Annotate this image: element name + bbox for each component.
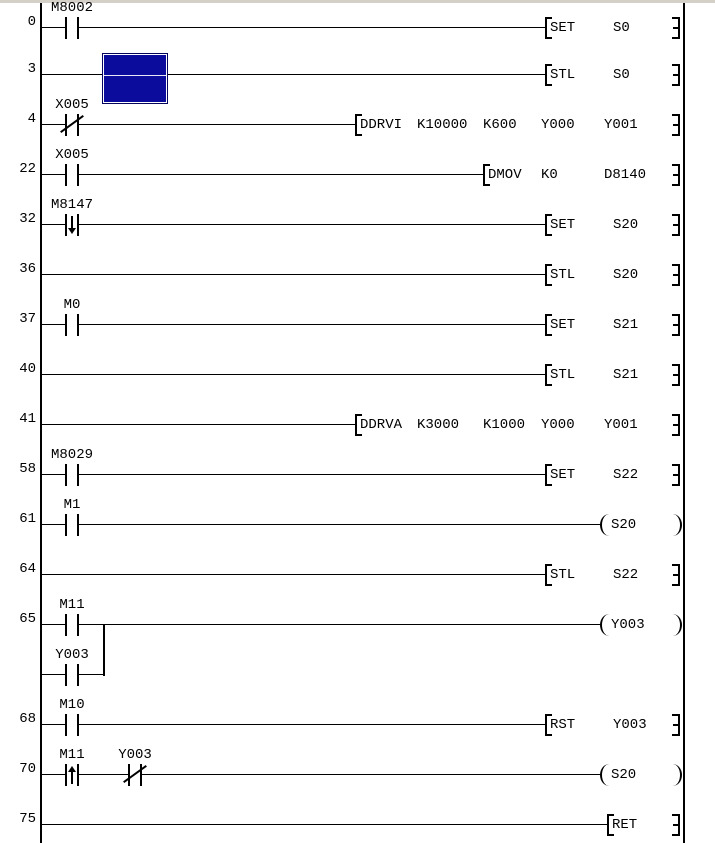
contact-bar	[77, 17, 79, 39]
rung-line	[42, 274, 547, 275]
instruction[interactable]	[545, 214, 684, 236]
close-bracket-icon	[672, 564, 681, 586]
step-number: 4	[27, 111, 36, 127]
top-border-strip	[0, 0, 715, 3]
close-bracket-icon	[672, 264, 681, 286]
coil[interactable]	[600, 764, 684, 786]
contact-bar	[65, 514, 67, 536]
instruction[interactable]	[545, 564, 684, 586]
instruction-mnemonic: SET	[550, 467, 576, 483]
instruction[interactable]	[545, 314, 684, 336]
contact-label: Y003	[55, 647, 89, 663]
coil-close-paren-icon	[670, 514, 682, 536]
instruction-mnemonic: RST	[550, 717, 576, 733]
contact-no[interactable]	[65, 514, 79, 536]
rung-line	[42, 224, 547, 225]
rung-line	[42, 824, 609, 825]
contact-label: M11	[59, 597, 85, 613]
contact-no[interactable]	[65, 164, 79, 186]
instruction-mnemonic: STL	[550, 267, 576, 283]
instruction[interactable]	[545, 464, 684, 486]
instruction-operand: Y000	[541, 117, 575, 133]
instruction[interactable]	[355, 414, 684, 436]
contact-label: X005	[55, 147, 89, 163]
contact-label: M11	[59, 747, 85, 763]
contact-no[interactable]	[65, 614, 79, 636]
step-number: 3	[27, 61, 36, 77]
coil-operand: S20	[611, 517, 637, 533]
contact-bar	[65, 17, 67, 39]
instruction-mnemonic: STL	[550, 567, 576, 583]
contact-label: X005	[55, 97, 89, 113]
coil-close-paren-icon	[670, 614, 682, 636]
coil[interactable]	[600, 614, 684, 636]
instruction-operand: D8140	[604, 167, 647, 183]
instruction-operand: K600	[483, 117, 517, 133]
coil-operand: Y003	[611, 617, 645, 633]
instruction-operand: K0	[541, 167, 558, 183]
contact-no[interactable]	[65, 464, 79, 486]
rung-line	[42, 374, 547, 375]
rung-line	[42, 324, 547, 325]
contact-bar	[77, 214, 79, 236]
coil-operand: S20	[611, 767, 637, 783]
contact-falling[interactable]	[65, 214, 79, 236]
contact-bar	[77, 514, 79, 536]
instruction-operand: S0	[613, 67, 630, 83]
instruction-operand: K1000	[483, 417, 526, 433]
step-number: 75	[19, 811, 36, 827]
close-bracket-icon	[672, 214, 681, 236]
step-number: 22	[19, 161, 36, 177]
instruction-mnemonic: SET	[550, 20, 576, 36]
edit-cursor[interactable]	[102, 53, 168, 104]
rung-line	[42, 724, 547, 725]
close-bracket-icon	[672, 314, 681, 336]
instruction-operand: S20	[613, 217, 639, 233]
step-number: 36	[19, 261, 36, 277]
rung-line	[42, 624, 602, 625]
instruction-mnemonic: STL	[550, 367, 576, 383]
contact-bar	[65, 764, 67, 786]
close-bracket-icon	[672, 364, 681, 386]
instruction-operand: Y001	[604, 417, 638, 433]
contact-bar	[77, 764, 79, 786]
rung-line	[42, 174, 485, 175]
instruction-operand: S21	[613, 317, 639, 333]
close-bracket-icon	[672, 17, 681, 39]
instruction-mnemonic: DDRVA	[360, 417, 403, 433]
close-bracket-icon	[672, 464, 681, 486]
close-bracket-icon	[672, 164, 681, 186]
contact-bar	[65, 464, 67, 486]
contact-no[interactable]	[65, 714, 79, 736]
instruction-operand: K3000	[417, 417, 460, 433]
contact-bar	[77, 714, 79, 736]
instruction-operand: S0	[613, 20, 630, 36]
contact-no[interactable]	[65, 664, 79, 686]
contact-bar	[65, 314, 67, 336]
contact-bar	[77, 664, 79, 686]
close-bracket-icon	[672, 414, 681, 436]
rung-line	[42, 27, 547, 28]
step-number: 68	[19, 711, 36, 727]
rung-line	[42, 424, 357, 425]
contact-label: M8002	[50, 0, 93, 16]
instruction-mnemonic: SET	[550, 217, 576, 233]
close-bracket-icon	[672, 114, 681, 136]
contact-bar	[65, 714, 67, 736]
close-bracket-icon	[672, 714, 681, 736]
instruction[interactable]	[483, 164, 684, 186]
instruction-operand: K10000	[417, 117, 468, 133]
step-number: 61	[19, 511, 36, 527]
contact-no[interactable]	[65, 314, 79, 336]
instruction-mnemonic: DMOV	[488, 167, 522, 183]
instruction[interactable]	[545, 17, 684, 39]
contact-label: M8029	[50, 447, 93, 463]
step-number: 65	[19, 611, 36, 627]
instruction-mnemonic: SET	[550, 317, 576, 333]
contact-bar	[77, 614, 79, 636]
step-number: 70	[19, 761, 36, 777]
rung-line	[42, 524, 602, 525]
contact-bar	[77, 314, 79, 336]
rung-line	[42, 474, 547, 475]
instruction[interactable]	[545, 714, 684, 736]
contact-bar	[77, 464, 79, 486]
instruction-operand: Y000	[541, 417, 575, 433]
contact-bar	[65, 164, 67, 186]
instruction-operand: Y001	[604, 117, 638, 133]
step-number: 0	[27, 14, 36, 30]
step-number: 41	[19, 411, 36, 427]
instruction-operand: Y003	[613, 717, 647, 733]
contact-nc[interactable]	[65, 114, 79, 136]
coil[interactable]	[600, 514, 684, 536]
instruction-operand: S20	[613, 267, 639, 283]
contact-bar	[65, 214, 67, 236]
contact-label: M1	[63, 497, 81, 513]
contact-bar	[65, 614, 67, 636]
contact-label: M10	[59, 697, 85, 713]
contact-bar	[65, 664, 67, 686]
instruction[interactable]	[355, 114, 684, 136]
rising-edge-arrow-icon	[71, 772, 73, 784]
step-number: 40	[19, 361, 36, 377]
instruction[interactable]	[607, 814, 684, 836]
step-number: 37	[19, 311, 36, 327]
instruction-operand: S22	[613, 467, 639, 483]
contact-label: Y003	[118, 747, 152, 763]
coil-close-paren-icon	[670, 764, 682, 786]
falling-edge-arrowhead-icon	[68, 228, 76, 234]
contact-nc[interactable]	[128, 764, 142, 786]
step-number: 58	[19, 461, 36, 477]
close-bracket-icon	[672, 64, 681, 86]
instruction[interactable]	[545, 64, 684, 86]
rung-line	[42, 124, 357, 125]
instruction-mnemonic: DDRVI	[360, 117, 403, 133]
instruction-operand: S21	[613, 367, 639, 383]
rung-line	[42, 774, 602, 775]
cursor-line-overlay	[104, 75, 166, 76]
left-power-rail	[40, 3, 42, 843]
falling-edge-arrow-icon	[71, 216, 73, 228]
step-number: 64	[19, 561, 36, 577]
instruction[interactable]	[545, 364, 684, 386]
contact-label: M0	[63, 297, 81, 313]
rung-line	[42, 574, 547, 575]
contact-rising[interactable]	[65, 764, 79, 786]
step-number: 32	[19, 211, 36, 227]
instruction-mnemonic: STL	[550, 67, 576, 83]
instruction-operand: S22	[613, 567, 639, 583]
contact-label: M8147	[50, 197, 93, 213]
contact-no[interactable]	[65, 17, 79, 39]
contact-bar	[77, 164, 79, 186]
close-bracket-icon	[672, 814, 681, 836]
instruction[interactable]	[545, 264, 684, 286]
instruction-mnemonic: RET	[612, 817, 638, 833]
